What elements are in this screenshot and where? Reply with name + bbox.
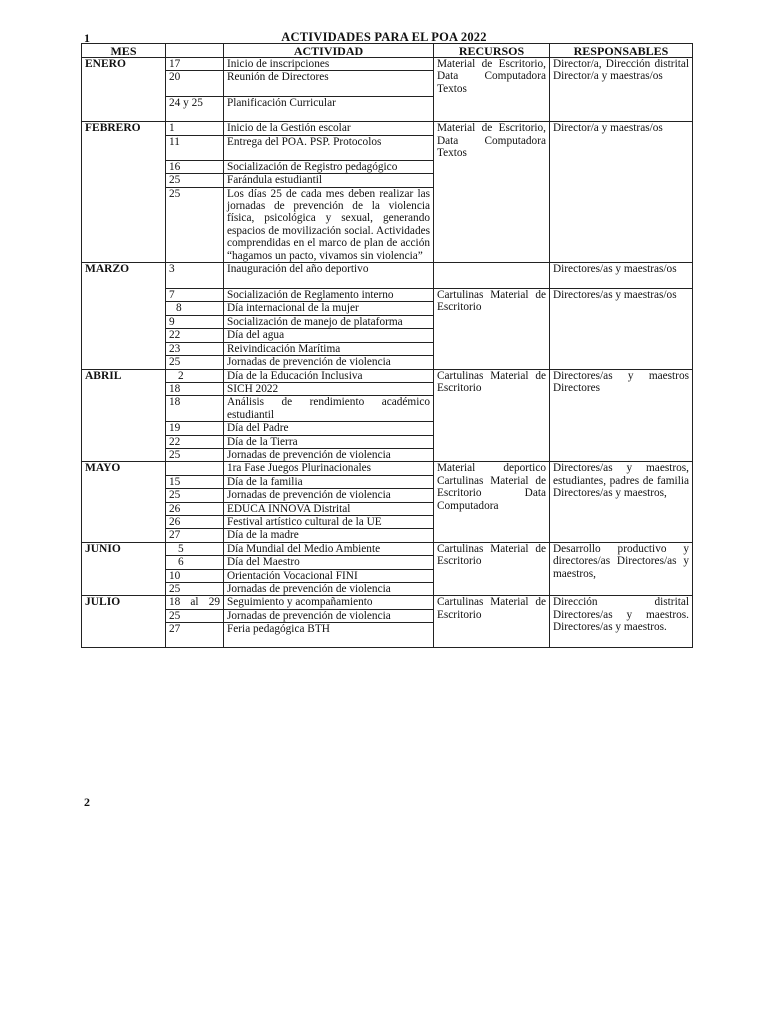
day-cell: 8 [166,302,224,315]
activity-cell: Reunión de Directores [224,71,434,97]
day-cell: 3 [166,263,224,289]
activity-cell: Farándula estudiantil [224,174,434,187]
day-cell: 22 [166,435,224,448]
table-row [82,289,693,302]
activity-cell: Planificación Curricular [224,97,434,122]
activity-cell: Entrega del POA. PSP. Protocolos [224,135,434,160]
day-cell: 16 [166,160,224,173]
responsible-cell: Director/a, Dirección distrital Director/a y maestras/os [550,58,693,122]
day-cell: 26 [166,502,224,515]
activity-cell: Los días 25 de cada mes deben realizar las jornadas de prevención de la violencia física, psicológica y sexual, generando espacios de movilización social. Actividades comprendidas en el marco de plan de acción “hagamos un pacto, vivamos sin violencia” [224,187,434,262]
resources-cell: Material deportico Cartulinas Material de Escritorio Data Computadora [434,462,550,542]
month-cell: JULIO [82,596,166,648]
day-cell: 25 [166,489,224,502]
header-actividad: ACTIVIDAD [224,44,434,58]
activity-cell: Jornadas de prevención de violencia [224,583,434,596]
day-cell: 24 y 25 [166,97,224,122]
month-cell: JUNIO [82,542,166,596]
activity-cell: Día de la madre [224,529,434,542]
day-cell: 2 [166,369,224,382]
activity-cell: Jornadas de prevención de violencia [224,356,434,369]
day-cell: 25 [166,187,224,262]
day-cell: 20 [166,71,224,97]
responsible-cell: Dirección distrital Directores/as y maestros. Directores/as y maestros. [550,596,693,648]
responsible-cell: Director/a y maestras/os [550,122,693,263]
activity-cell: Día de la familia [224,475,434,488]
poa-activities-table [81,43,693,648]
activity-cell: Socialización de Registro pedagógico [224,160,434,173]
day-cell: 25 [166,356,224,369]
day-cell: 9 [166,315,224,328]
day-cell: 18 al 29 [166,596,224,609]
resources-cell: Material de Escritorio, Data Computadora Textos [434,122,550,263]
table-row [82,369,693,382]
month-cell: MARZO [82,263,166,369]
day-cell: 10 [166,569,224,582]
resources-cell: Cartulinas Material de Escritorio [434,596,550,648]
table-row [82,263,693,289]
responsible-cell: Directores/as y maestros, estudiantes, padres de familia Directores/as y maestros, [550,462,693,542]
activity-cell: Festival artístico cultural de la UE [224,515,434,528]
document-title: ACTIVIDADES PARA EL POA 2022 [281,30,487,44]
resources-cell: Cartulinas Material de Escritorio [434,369,550,462]
activity-cell: Feria pedagógica BTH [224,623,434,648]
day-cell [166,462,224,475]
table-row [82,462,693,475]
day-cell: 26 [166,515,224,528]
day-cell: 18 [166,382,224,395]
activity-cell: Inicio de la Gestión escolar [224,122,434,135]
table-header-row [82,44,693,58]
day-cell: 25 [166,448,224,461]
month-cell: ENERO [82,58,166,122]
activity-cell: Seguimiento y acompañamiento [224,596,434,609]
page-number-bottom: 2 [84,795,90,809]
activity-cell: 1ra Fase Juegos Plurinacionales [224,462,434,475]
activity-cell: Día de la Educación Inclusiva [224,369,434,382]
month-cell: MAYO [82,462,166,542]
header-responsables: RESPONSABLES [550,44,693,58]
day-cell: 1 [166,122,224,135]
activity-cell: Jornadas de prevención de violencia [224,609,434,622]
activity-cell: EDUCA INNOVA Distrital [224,502,434,515]
day-cell: 22 [166,329,224,342]
activity-cell: SICH 2022 [224,382,434,395]
responsible-cell: Directores/as y maestros Directores [550,369,693,462]
responsible-cell: Desarrollo productivo y directores/as Directores/as y maestros, [550,542,693,596]
day-cell: 25 [166,609,224,622]
table-row [82,122,693,135]
day-cell: 27 [166,623,224,648]
day-cell: 18 [166,396,224,422]
resources-cell: Cartulinas Material de Escritorio [434,542,550,596]
activity-cell: Orientación Vocacional FINI [224,569,434,582]
activity-cell: Día internacional de la mujer [224,302,434,315]
day-cell: 27 [166,529,224,542]
activity-cell: Día de la Tierra [224,435,434,448]
resources-cell: Material de Escritorio, Data Computadora Textos [434,58,550,122]
activity-cell: Inicio de inscripciones [224,58,434,71]
activity-cell: Análisis de rendimiento académico estudiantil [224,396,434,422]
activity-cell: Día del Maestro [224,556,434,569]
day-cell: 11 [166,135,224,160]
table-row [82,542,693,555]
table-row [82,58,693,71]
resources-cell [434,263,550,289]
day-cell: 17 [166,58,224,71]
header-dia [166,44,224,58]
month-cell: ABRIL [82,369,166,462]
page-number-top: 1 [84,31,90,45]
responsible-cell: Directores/as y maestras/os [550,263,693,289]
activity-cell: Socialización de Reglamento interno [224,289,434,302]
header-mes: MES [82,44,166,58]
resources-cell: Cartulinas Material de Escritorio [434,289,550,369]
activity-cell: Día del Padre [224,422,434,435]
responsible-cell: Directores/as y maestras/os [550,289,693,369]
day-cell: 25 [166,583,224,596]
activity-cell: Día del agua [224,329,434,342]
activity-cell: Inauguración del año deportivo [224,263,434,289]
day-cell: 15 [166,475,224,488]
day-cell: 23 [166,342,224,355]
activity-cell: Jornadas de prevención de violencia [224,489,434,502]
table-row [82,596,693,609]
activity-cell: Socialización de manejo de plataforma [224,315,434,328]
header-recursos: RECURSOS [434,44,550,58]
activity-cell: Jornadas de prevención de violencia [224,448,434,461]
day-cell: 19 [166,422,224,435]
activity-cell: Reivindicación Marítima [224,342,434,355]
day-cell: 25 [166,174,224,187]
activity-cell: Día Mundial del Medio Ambiente [224,542,434,555]
day-cell: 5 [166,542,224,555]
day-cell: 7 [166,289,224,302]
day-cell: 6 [166,556,224,569]
month-cell: FEBRERO [82,122,166,263]
